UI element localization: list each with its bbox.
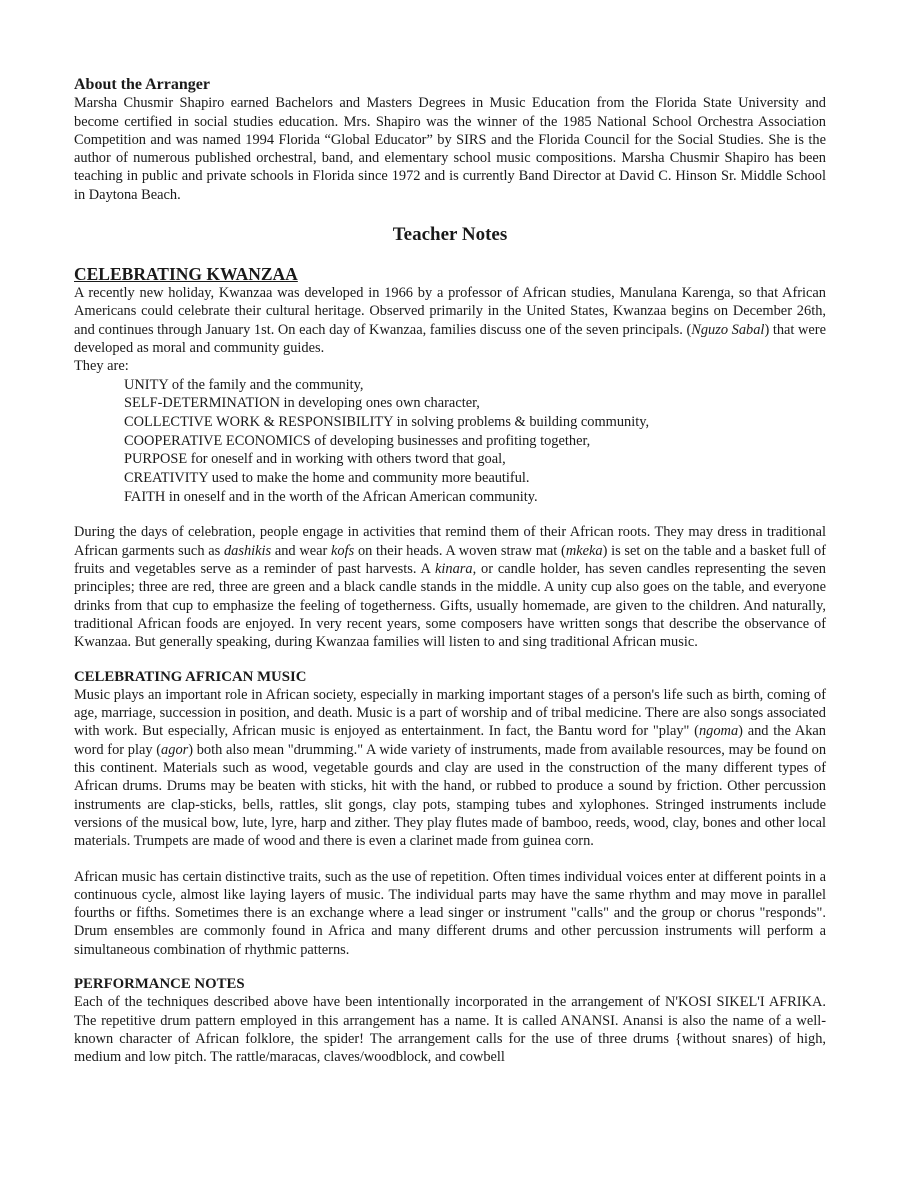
principle-item: UNITY of the family and the community, xyxy=(124,376,364,393)
kwanzaa-intro: A recently new holiday, Kwanzaa was developed in 1966 by a professor of African studies, Manulana Karenga, so that African Americans could celebrate their cultural heritage. Observed primarily in the United States, Kwanzaa begins on December 26th, and continues through January 1st. On each day of Kwanzaa, families discuss one of the seven principals. (Nguzo Sabal) that were developed as moral and community guides. xyxy=(74,285,826,356)
african-music-traits-paragraph: African music has certain distinctive traits, such as the use of repetition. Often times individual voices enter at different points in a continuous cycle, almost like laying layers of music. The individual parts may have the same rhythm and may move in parallel fourths or fifths. Sometimes there is an exchange where a lead singer or instrument "calls" and the group or chorus "responds". Drum ensembles are commonly found in Africa and many different drums and other percussion instruments will perform a simultaneous combination of rhythmic patterns. xyxy=(74,868,826,958)
celebration-paragraph: During the days of celebration, people engage in activities that remind them of their African roots. They may dress in traditional African garments such as dashikis and wear kofs on their heads. A woven straw mat (mkeka) is set on the table and a basket full of fruits and vegetables serve as a reminder of past harvests. A kinara, or candle holder, has seven candles representing the seven principles; three are red, three are green and a black candle stands in the middle. A unity cup also goes on the table, and everyone drinks from that cup to emphasize the feeling of togetherness. Gifts, usually homemade, are given to the children. And naturally, traditional African foods are enjoyed. In very recent years, some composers have written songs that describe the observance of Kwanzaa. But generally speaking, during Kwanzaa families will listen to and sing traditional African music. xyxy=(74,524,826,651)
performance-notes-heading: PERFORMANCE NOTES xyxy=(74,976,245,993)
performance-notes-text: Each of the techniques described above have been intentionally incorporated in the arrangement of N'KOSI SIKEL'I AFRIKA. The repetitive drum pattern employed in this arrangement has a name. It is called ANANSI. Anansi is also the name of a well-known character of African folklore, the spider! The arrangement calls for the use of three drums {without snares) of high, medium and low pitch. The rattle/maracas, claves/woodblock, and cowbell xyxy=(74,994,826,1066)
about-arranger-heading: About the Arranger xyxy=(74,76,210,93)
principle-item: FAITH in oneself and in the worth of the African American community. xyxy=(124,488,538,505)
about-arranger-text: Marsha Chusmir Shapiro earned Bachelors and Masters Degrees in Music Education from the Florida State University and become certified in social studies education. Mrs. Shapiro was the winner of the 1985 National School Orchestra Association Competition and was named 1994 Florida “Global Educator” by SIRS and the Florida Council for the Social Studies. She is the author of numerous published orchestral, band, and elementary school music compositions. Marsha Chusmir Shapiro has been teaching in public and private schools in Florida since 1972 and is currently Band Director at David C. Hinson Sr. Middle School in Daytona Beach. xyxy=(74,95,826,203)
they-are-label: They are: xyxy=(74,358,129,375)
african-music-paragraph: Music plays an important role in African society, especially in marking important stages of a person's life such as birth, coming of age, marriage, succession in position, and death. Music is a part of worship and of tribal medicine. There are also songs associated with work. But especially, African music is enjoyed as entertainment. In fact, the Bantu word for "play" (ngoma) and the Akan word for play (agor) both also mean "drumming." A wide variety of instruments, made from available resources, may be found on this continent. Materials such as wood, vegetable gourds and clay are used in the construction of the many different types of African drums. Drums may be beaten with sticks, hit with the hand, or rubbed to produce a sound by friction. Other percussion instruments are clap-sticks, bells, rattles, slit gongs, clay pots, stamping tubes and xylophones. Stringed instruments include versions of the musical bow, lute, lyre, harp and zither. They play flutes made of bamboo, reeds, wood, clay, bones and other local materials. Trumpets are made of wood and there is even a clarinet made from guinea corn. xyxy=(74,686,827,850)
principle-item: COOPERATIVE ECONOMICS of developing businesses and profiting together, xyxy=(124,432,591,449)
principle-item: PURPOSE for oneself and in working with others tword that goal, xyxy=(124,451,506,468)
teacher-notes-title: Teacher Notes xyxy=(392,224,508,246)
principle-item: SELF-DETERMINATION in developing ones own character, xyxy=(124,395,480,412)
principles-list xyxy=(74,376,826,507)
kwanzaa-heading: CELEBRATING KWANZAA xyxy=(74,264,298,285)
african-music-heading: CELEBRATING AFRICAN MUSIC xyxy=(74,668,307,685)
principle-item: CREATIVITY used to make the home and community more beautiful. xyxy=(124,470,530,487)
principle-item: COLLECTIVE WORK & RESPONSIBILITY in solving problems & building community, xyxy=(124,413,650,430)
